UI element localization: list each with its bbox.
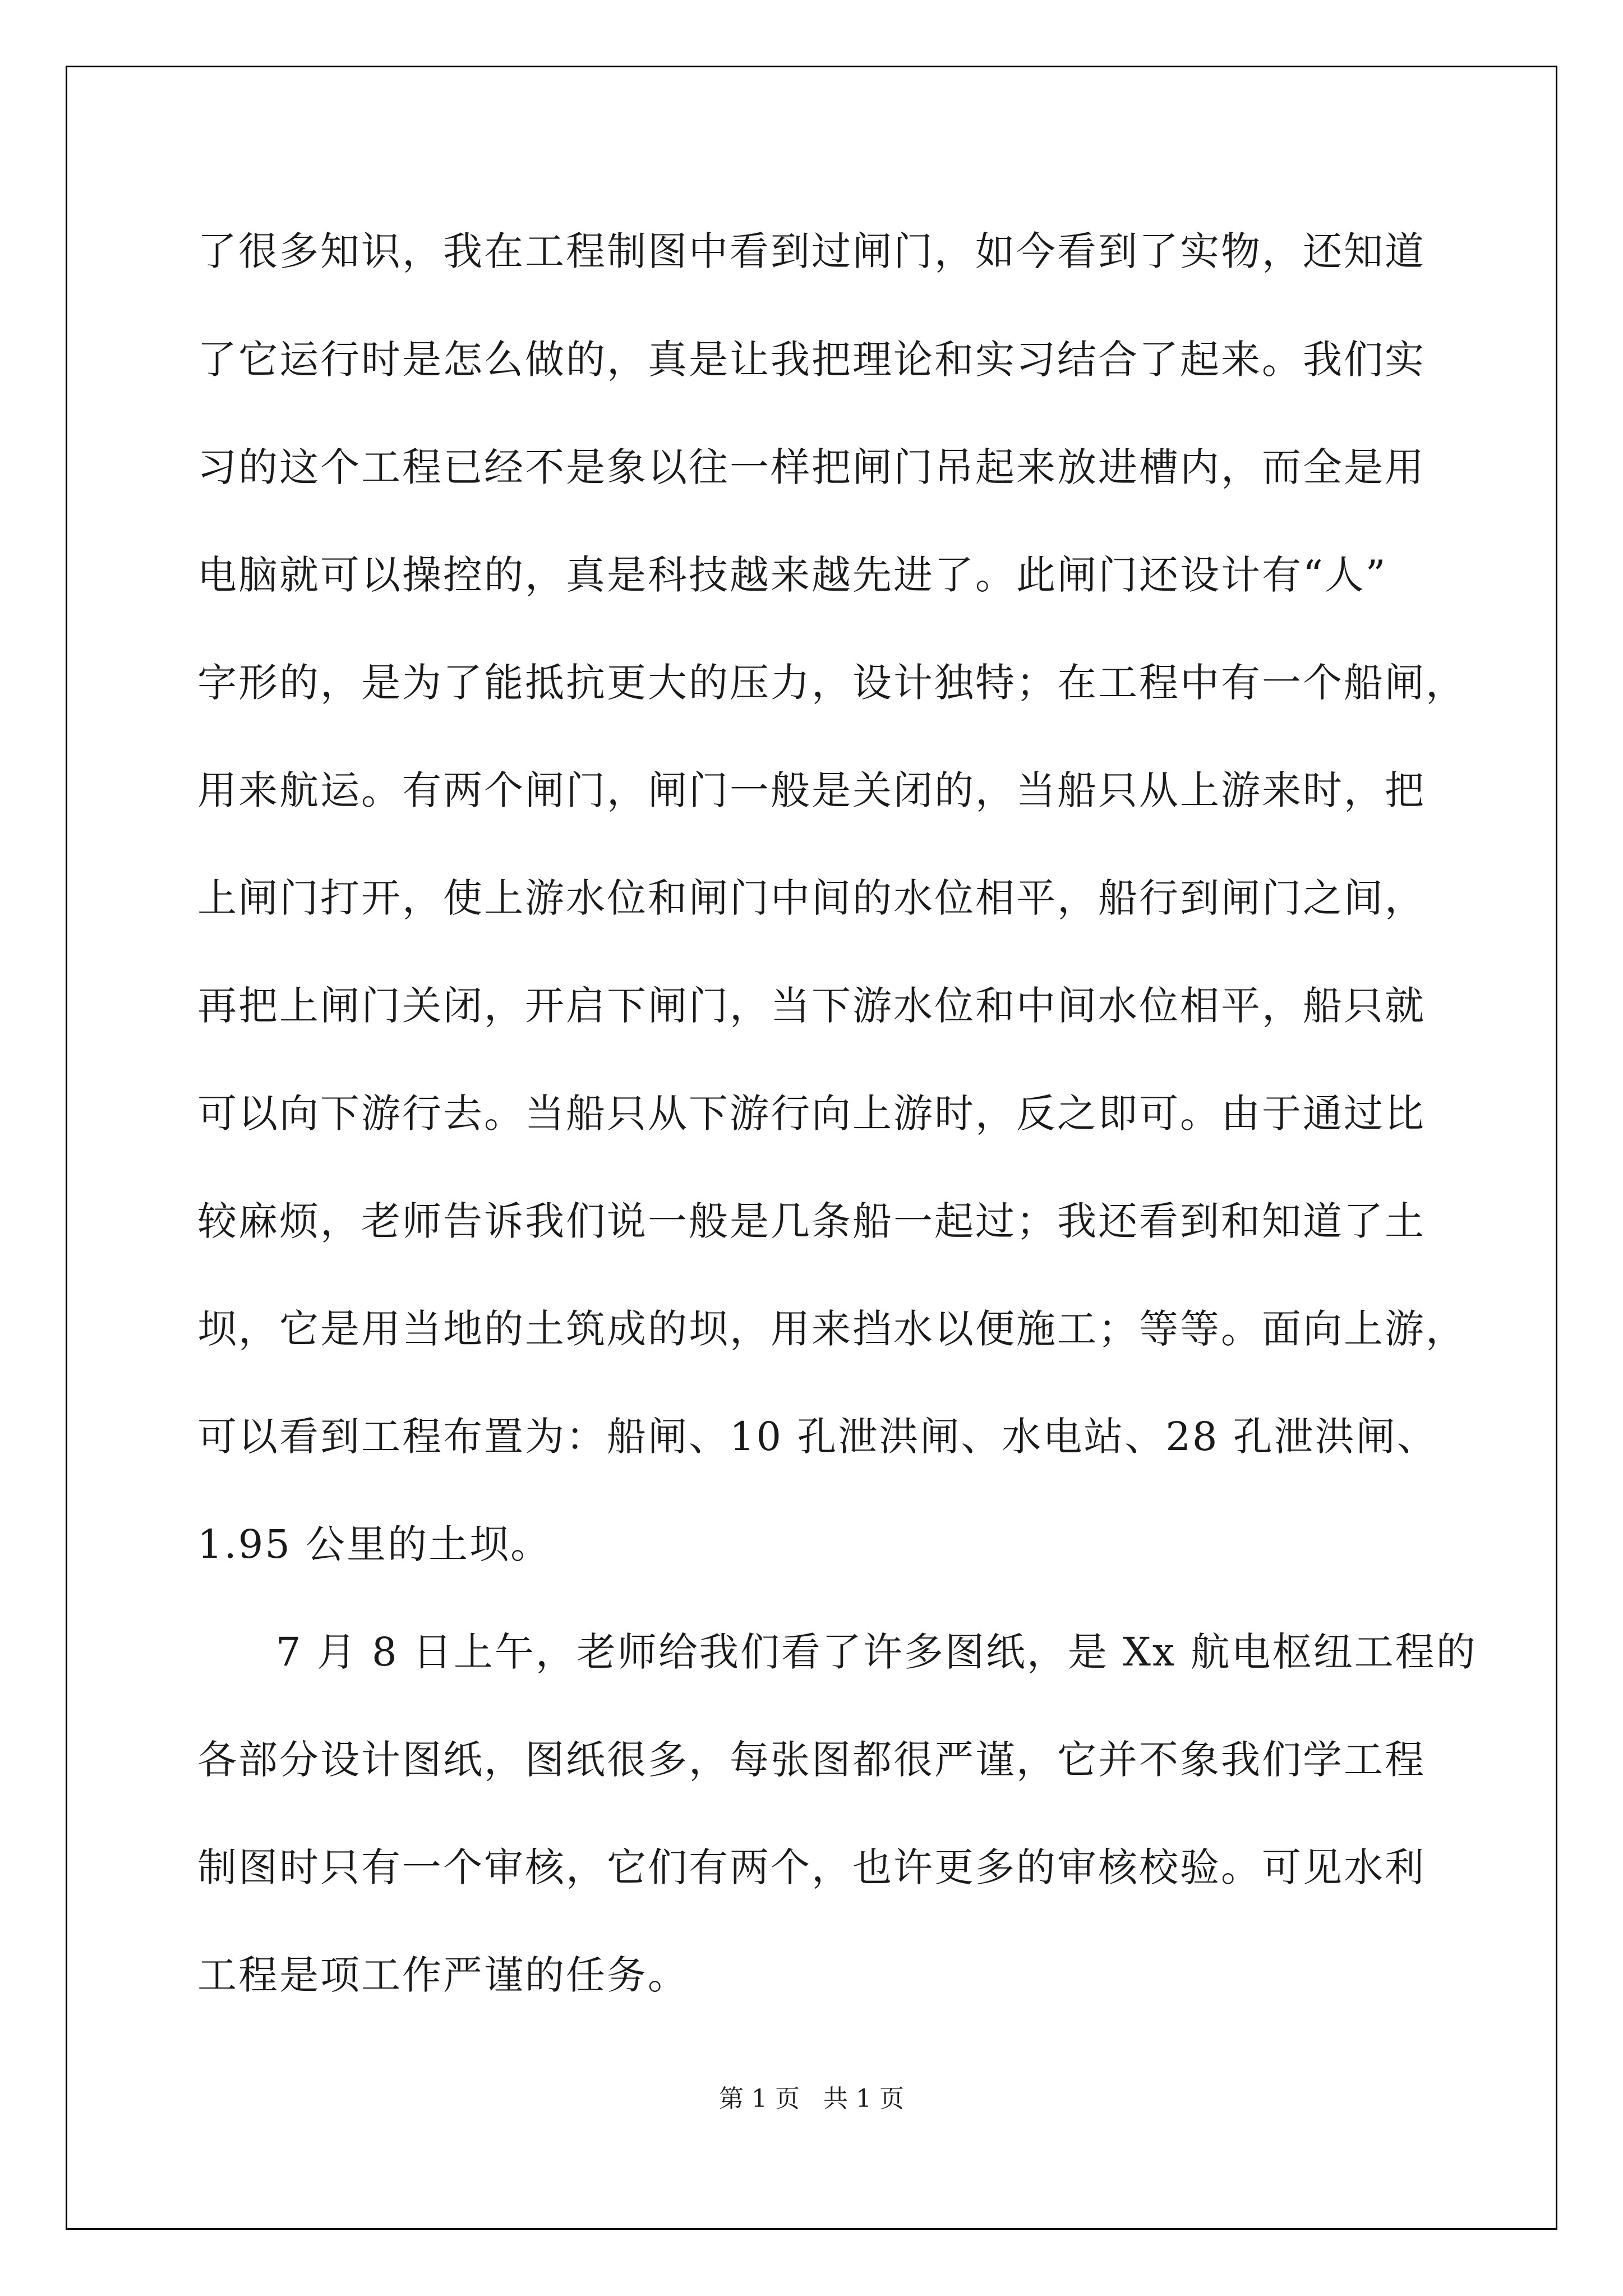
page-number-footer: 第 1 页 共 1 页 <box>719 2085 904 2113</box>
body-text-line: 习的这个工程已经不是象以往一样把闸门吊起来放进槽内，而全是用 <box>197 444 1426 490</box>
body-text-line: 制图时只有一个审核，它们有两个，也许更多的审核校验。可见水利 <box>197 1844 1426 1890</box>
body-text-line: 字形的，是为了能抵抗更大的压力，设计独特；在工程中有一个船闸， <box>197 660 1467 706</box>
body-text-line: 各部分设计图纸，图纸很多，每张图都很严谨，它并不象我们学工程 <box>197 1737 1426 1783</box>
body-text-line: 坝，它是用当地的土筑成的坝，用来挡水以便施工；等等。面向上游， <box>197 1306 1467 1352</box>
body-text-line: 工程是项工作严谨的任务。 <box>197 1952 689 1998</box>
body-text-line: 较麻烦，老师告诉我们说一般是几条船一起过；我还看到和知道了土 <box>197 1198 1426 1244</box>
body-text-line: 1.95 公里的土坝。 <box>197 1521 552 1567</box>
page-border <box>66 66 1557 2230</box>
body-text-line: 可以看到工程布置为：船闸、10 孔泄洪闸、水电站、28 孔泄洪闸、 <box>197 1414 1438 1460</box>
body-text-line: 上闸门打开，使上游水位和闸门中间的水位相平，船行到闸门之间， <box>197 875 1426 921</box>
body-text-line: 了很多知识，我在工程制图中看到过闸门，如今看到了实物，还知道 <box>197 228 1426 274</box>
paragraph-first-line: 7 月 8 日上午，老师给我们看了许多图纸，是 Xx 航电枢纽工程的 <box>276 1629 1477 1675</box>
body-text-line: 用来航运。有两个闸门，闸门一般是关闭的，当船只从上游来时，把 <box>197 767 1426 813</box>
body-text-line: 了它运行时是怎么做的，真是让我把理论和实习结合了起来。我们实 <box>197 337 1426 383</box>
body-text-line: 再把上闸门关闭，开启下闸门，当下游水位和中间水位相平，船只就 <box>197 983 1426 1029</box>
body-text-line: 可以向下游行去。当船只从下游行向上游时，反之即可。由于通过比 <box>197 1091 1426 1137</box>
body-text-line: 电脑就可以操控的，真是科技越来越先进了。此闸门还设计有“人” <box>197 552 1387 598</box>
